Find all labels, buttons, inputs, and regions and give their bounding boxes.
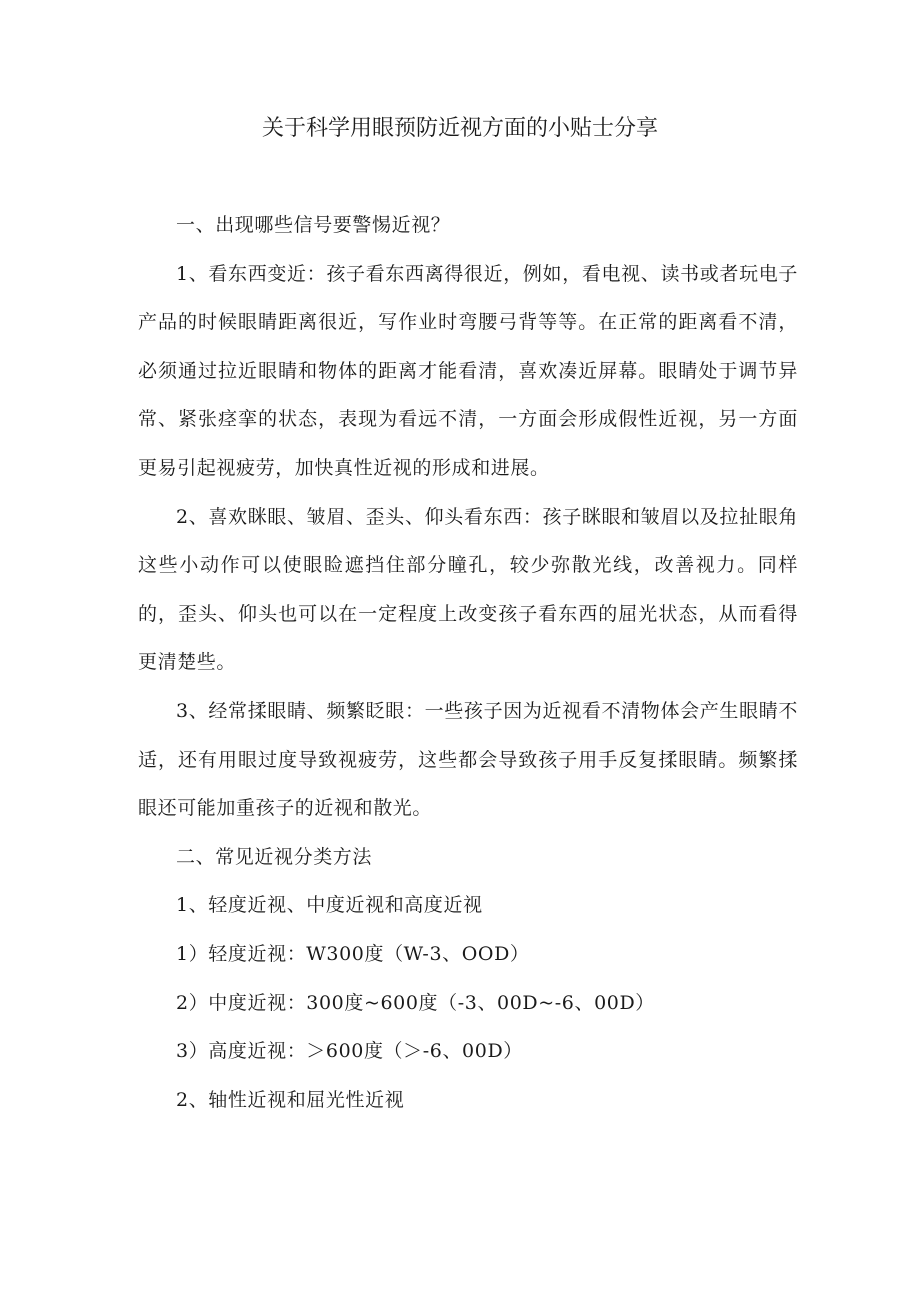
list-item-moderate: 2）中度近视：300度~600度（-3、00D~-6、00D） — [176, 991, 655, 1014]
list-item-degree: 1、轻度近视、中度近视和高度近视 — [176, 894, 483, 917]
paragraph-signal-2: 2、喜欢眯眼、皱眉、歪头、仰头看东西：孩子眯眼和皱眉以及拉扯眼角这些小动作可以使眼睑遮挡住部分瞳孔，较少弥散光线，改善视力。同样的，歪头、仰头也可以在一定程度上改变孩子看东西的屈光状态，从而看得更清楚些。 — [138, 505, 798, 674]
section-heading-2: 二、常见近视分类方法 — [176, 845, 373, 868]
section-heading-1: 一、出现哪些信号要警惕近视？ — [176, 214, 451, 236]
paragraph-signal-3: 3、经常揉眼睛、频繁眨眼：一些孩子因为近视看不清物体会产生眼睛不适，还有用眼过度导致视疲劳，这些都会导致孩子用手反复揉眼睛。频繁揉眼还可能加重孩子的近视和散光。 — [138, 699, 798, 820]
list-item-high: 3）高度近视：＞600度（＞-6、00D） — [176, 1040, 523, 1063]
document-body — [138, 201, 798, 1124]
list-item-axial: 2、轴性近视和屈光性近视 — [176, 1088, 405, 1111]
list-item-mild: 1）轻度近视：W300度（W-3、OOD） — [176, 942, 530, 965]
paragraph-signal-1: 1、看东西变近：孩子看东西离得很近，例如，看电视、读书或者玩电子产品的时候眼睛距离很近，写作业时弯腰弓背等等。在正常的距离看不清，必须通过拉近眼睛和物体的距离才能看清，喜欢凑近屏幕。眼睛处于调节异常、紧张痉挛的状态，表现为看远不清，一方面会形成假性近视，另一方面更易引起视疲劳，加快真性近视的形成和进展。 — [138, 262, 798, 479]
document-title: 关于科学用眼预防近视方面的小贴士分享 — [261, 116, 658, 141]
